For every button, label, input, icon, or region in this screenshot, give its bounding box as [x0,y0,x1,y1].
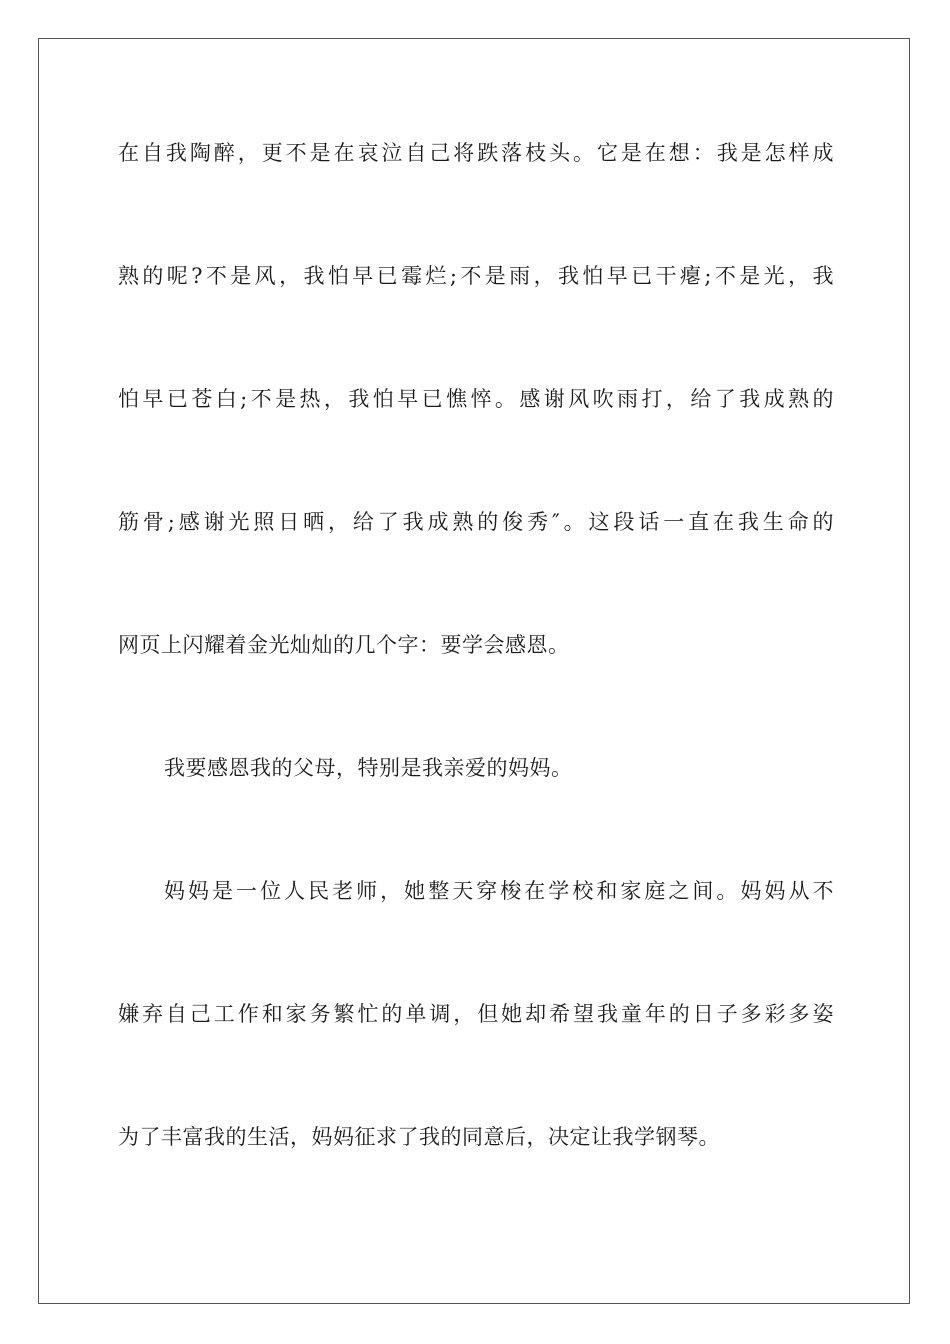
page-frame [38,38,910,1304]
paragraph-line-7: 妈妈是一位人民老师，她整天穿梭在学校和家庭之间。妈妈从不 [164,879,834,903]
text-line-9: 为了丰富我的生活，妈妈征求了我的同意后，决定让我学钢琴。 [118,1125,720,1149]
text-line-8: 嫌弃自己工作和家务繁忙的单调，但她却希望我童年的日子多彩多姿 [118,1002,834,1026]
text-line-3: 怕早已苍白;不是热，我怕早已憔悴。感谢风吹雨打，给了我成熟的 [118,387,834,411]
paragraph-line-6: 我要感恩我的父母，特别是我亲爱的妈妈。 [164,756,573,780]
text-line-1: 在自我陶醉，更不是在哀泣自己将跌落枝头。它是在想：我是怎样成 [118,141,834,165]
text-line-2: 熟的呢?不是风，我怕早已霉烂;不是雨，我怕早已干瘪;不是光，我 [118,264,834,288]
text-line-5: 网页上闪耀着金光灿灿的几个字：要学会感恩。 [118,633,570,657]
text-line-4: 筋骨;感谢光照日晒，给了我成熟的俊秀″。这段话一直在我生命的 [118,510,834,534]
